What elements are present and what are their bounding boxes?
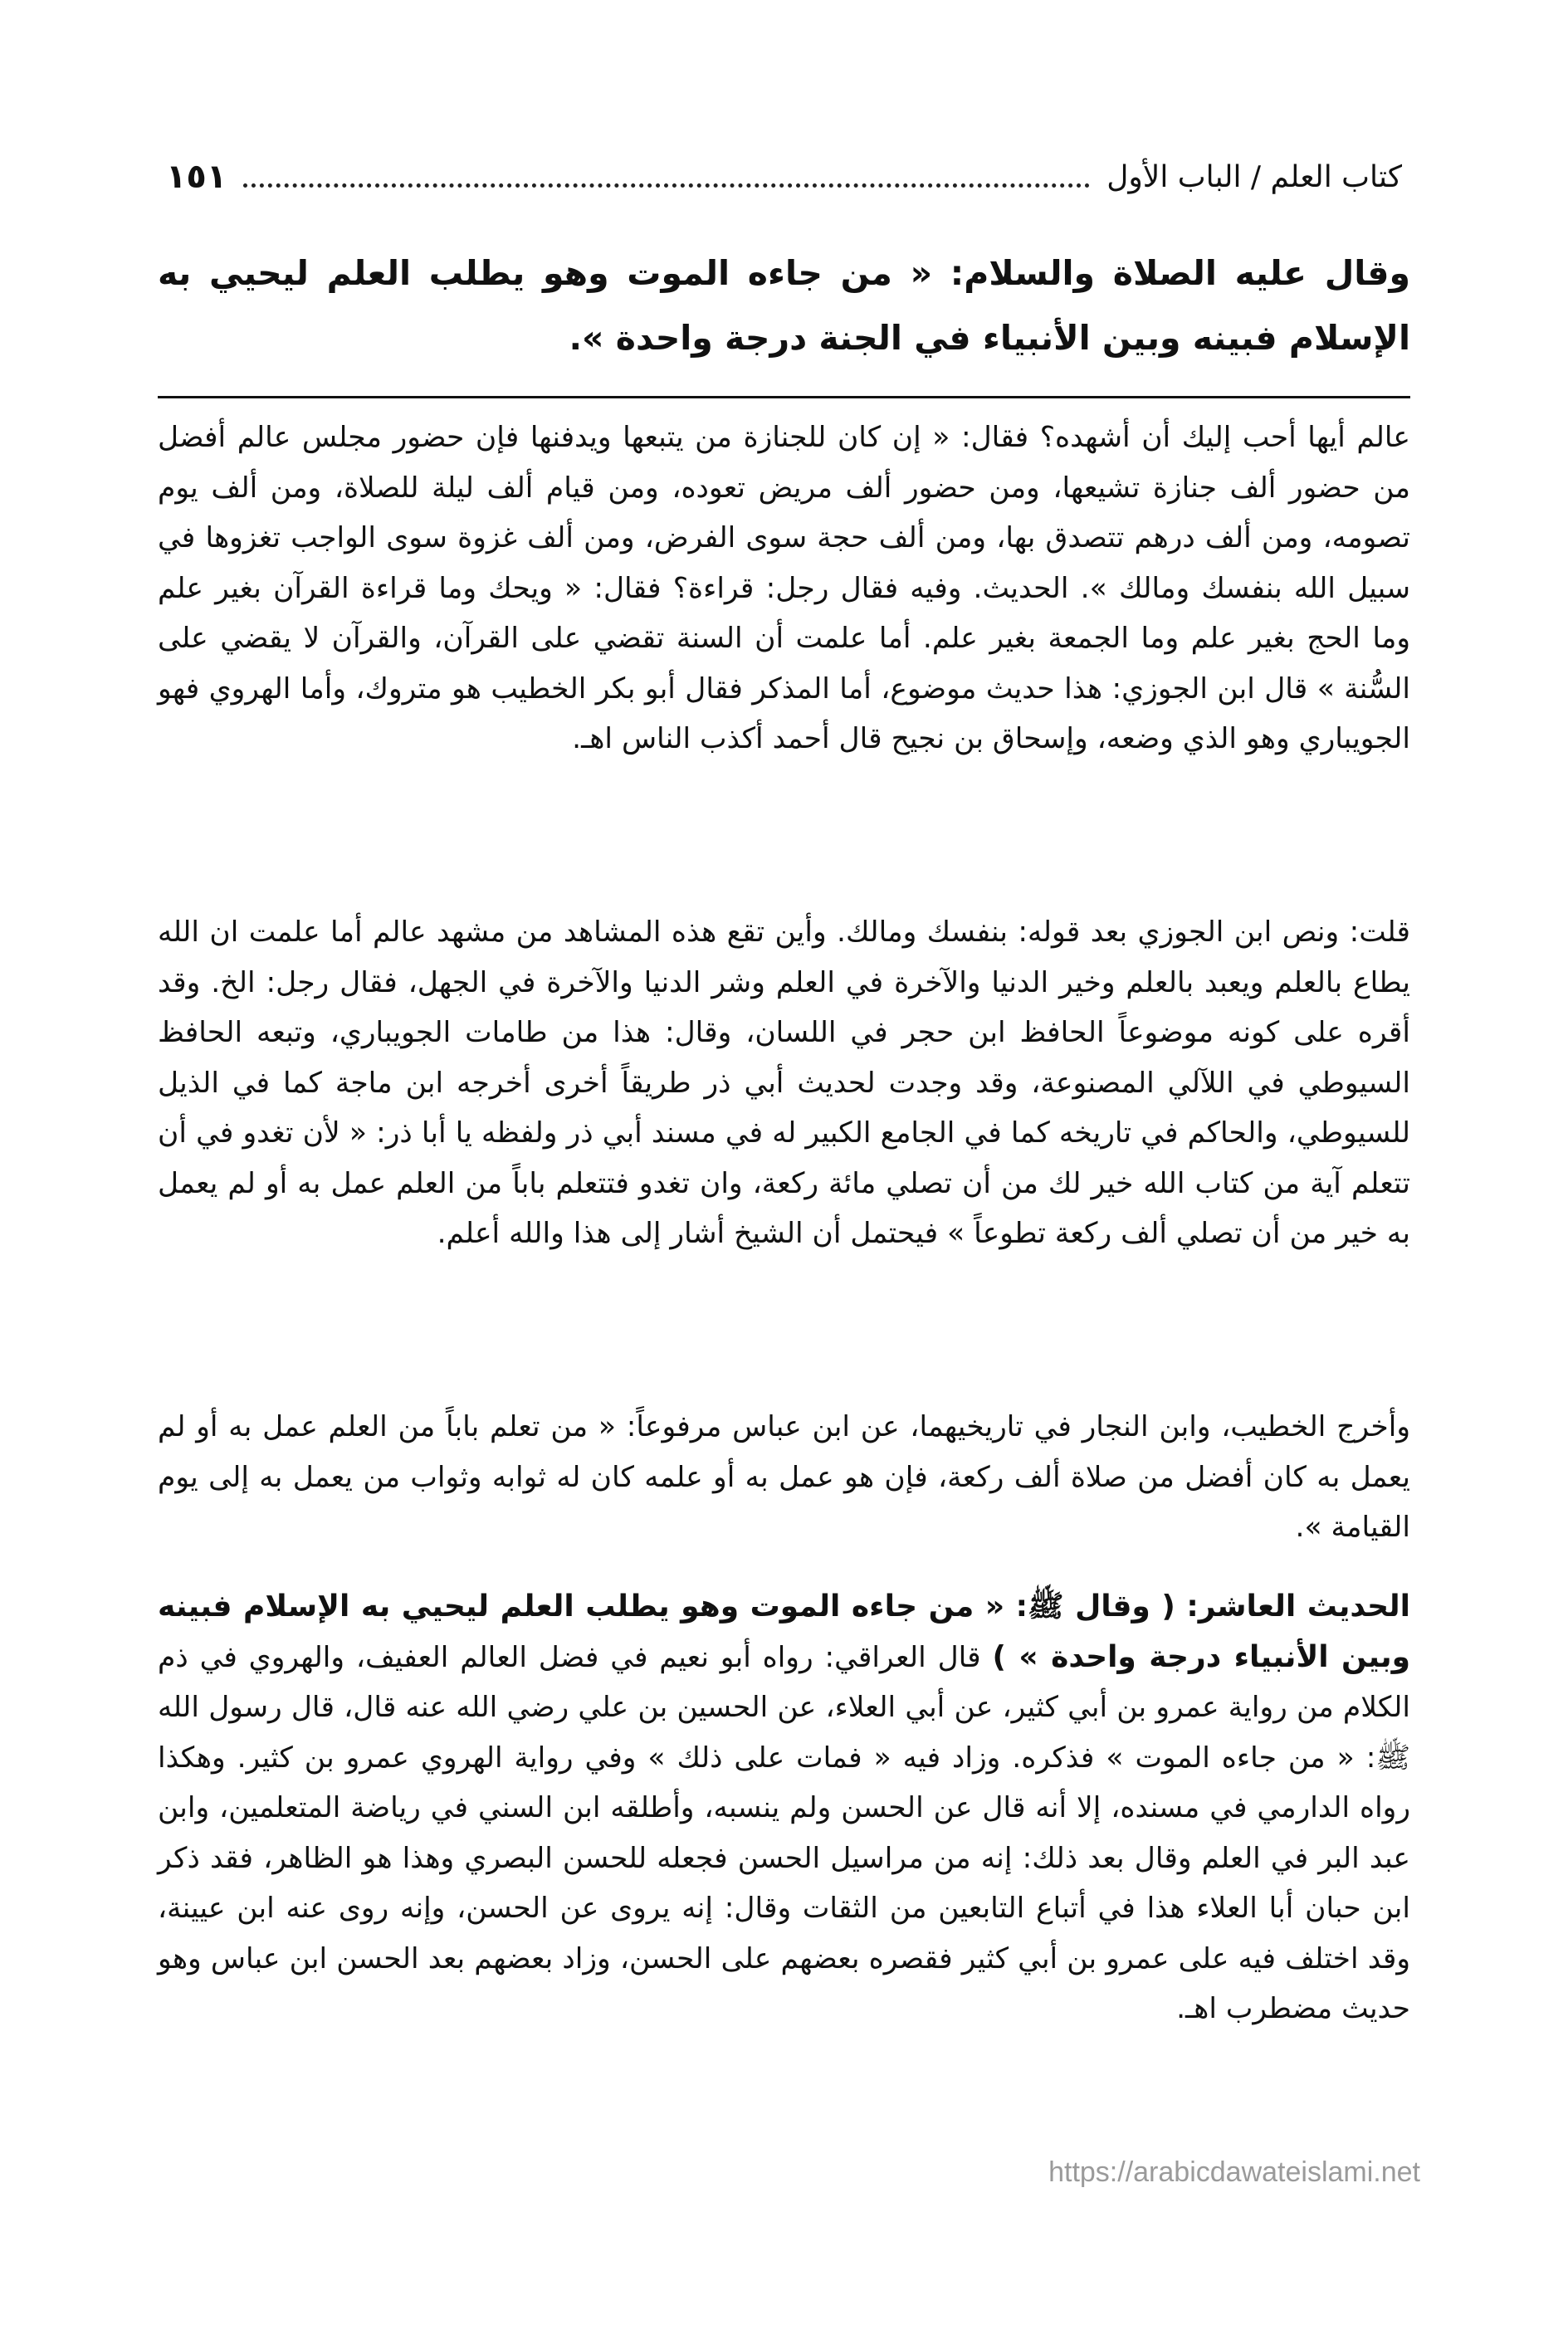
header-dot-leader [243, 183, 1090, 188]
commentary-block-2 [158, 907, 1410, 1259]
commentary-block-3 [158, 1402, 1410, 1553]
main-text [158, 241, 1410, 370]
commentary-paragraph-1: عالم أيها أحب إليك أن أشهده؟ فقال: « إن كان للجنازة من يتبعها ويدفنها فإن حضور مجلس عالم أفضل من حضور ألف جنازة تشيعها، ومن حضور ألف مريض تعوده، ومن قيام ألف ليلة للصلاة، ومن ألف يوم تصومه، ومن ألف درهم تتصدق بها، ومن ألف حجة سوى الفرض، ومن ألف غزوة سوى الواجب تغزوها في سبيل الله بنفسك ومالك ». الحديث. وفيه فقال رجل: قراءة؟ فقال: « ويحك وما قراءة القرآن بغير علم وما الحج بغير علم وما الجمعة بغير علم. أما علمت أن السنة تقضي على القرآن، والقرآن لا يقضي على السُّنة » قال ابن الجوزي: هذا حديث موضوع، أما المذكر فقال أبو بكر الخطيب هو متروك، وأما الهروي فهو الجويباري وهو الذي وضعه، وإسحاق بن نجيح قال أحمد أكذب الناس اهـ. [158, 421, 1410, 755]
commentary-block-1 [158, 413, 1410, 764]
page-number: ١٥١ [166, 158, 227, 196]
watermark-url: https://arabicdawateislami.net [1048, 2156, 1420, 2188]
hadith-title: الحديث العاشر: ( وقال ﷺ: « من جاءه الموت وهو يطلب العلم ليحيي به الإسلام فبينه وبين الأنبياء درجة واحدة » ) [158, 1590, 1410, 1674]
commentary-paragraph-4 [158, 1582, 1410, 2034]
running-head: كتاب العلم / الباب الأول [1106, 159, 1402, 194]
commentary-block-4 [158, 1582, 1410, 2034]
footnote-divider [158, 396, 1410, 398]
hadith-commentary: قال العراقي: رواه أبو نعيم في فضل العالم العفيف، والهروي في ذم الكلام من رواية عمرو بن أبي كثير، عن أبي العلاء، عن الحسين بن علي رضي الله عنه قال، قال رسول الله ﷺ: « من جاءه الموت » فذكره. وزاد فيه « فمات على ذلك » وفي رواية الهروي عمرو بن كثير. وهكذا رواه الدارمي في مسنده، إلا أنه قال عن الحسن ولم ينسبه، وأطلقه ابن السني في رياضة المتعلمين، وابن عبد البر في العلم وقال بعد ذلك: إنه من مراسيل الحسن فجعله للحسن البصري وهذا هو الظاهر، فقد ذكر ابن حبان أبا العلاء هذا في أتباع التابعين من الثقات وقال: إنه يروى عن الحسن، وإنه روى عنه ابن عيينة، وقد اختلف فيه على عمرو بن أبي كثير فقصره بعضهم على الحسن، وزاد بعضهم بعد الحسن ابن عباس وهو حديث مضطرب اهـ. [158, 1640, 1410, 2025]
commentary-paragraph-2: قلت: ونص ابن الجوزي بعد قوله: بنفسك ومالك. وأين تقع هذه المشاهد من مشهد عالم أما علمت ان الله يطاع بالعلم ويعبد بالعلم وخير الدنيا والآخرة في العلم وشر الدنيا والآخرة في الجهل، فقال رجل: الخ. وقد أقره على كونه موضوعاً الحافظ ابن حجر في اللسان، وقال: هذا من طامات الجويباري، وتبعه الحافظ السيوطي في اللآلي المصنوعة، وقد وجدت لحديث أبي ذر طريقاً أخرى أخرجه ابن ماجة كما في الذيل للسيوطي، والحاكم في تاريخه كما في الجامع الكبير له في مسند أبي ذر ولفظه يا أبا ذر: « لأن تغدو في أن تتعلم آية من كتاب الله خير لك من أن تصلي مائة ركعة، وان تغدو فتتعلم باباً من العلم عمل به أو لم يعمل به خير من أن تصلي ألف ركعة تطوعاً » فيحتمل أن الشيخ أشار إلى هذا والله أعلم. [158, 916, 1410, 1250]
commentary-paragraph-3: وأخرج الخطيب، وابن النجار في تاريخيهما، عن ابن عباس مرفوعاً: « من تعلم باباً من العلم عمل به أو لم يعمل به كان أفضل من صلاة ألف ركعة، فإن هو عمل به أو علمه كان له ثوابه وثواب من يعمل به إلى يوم القيامة ». [158, 1410, 1410, 1544]
main-text-paragraph: وقال عليه الصلاة والسلام: « من جاءه الموت وهو يطلب العلم ليحيي به الإسلام فبينه وبين الأنبياء في الجنة درجة واحدة ». [158, 253, 1410, 358]
page-header [166, 148, 1402, 206]
